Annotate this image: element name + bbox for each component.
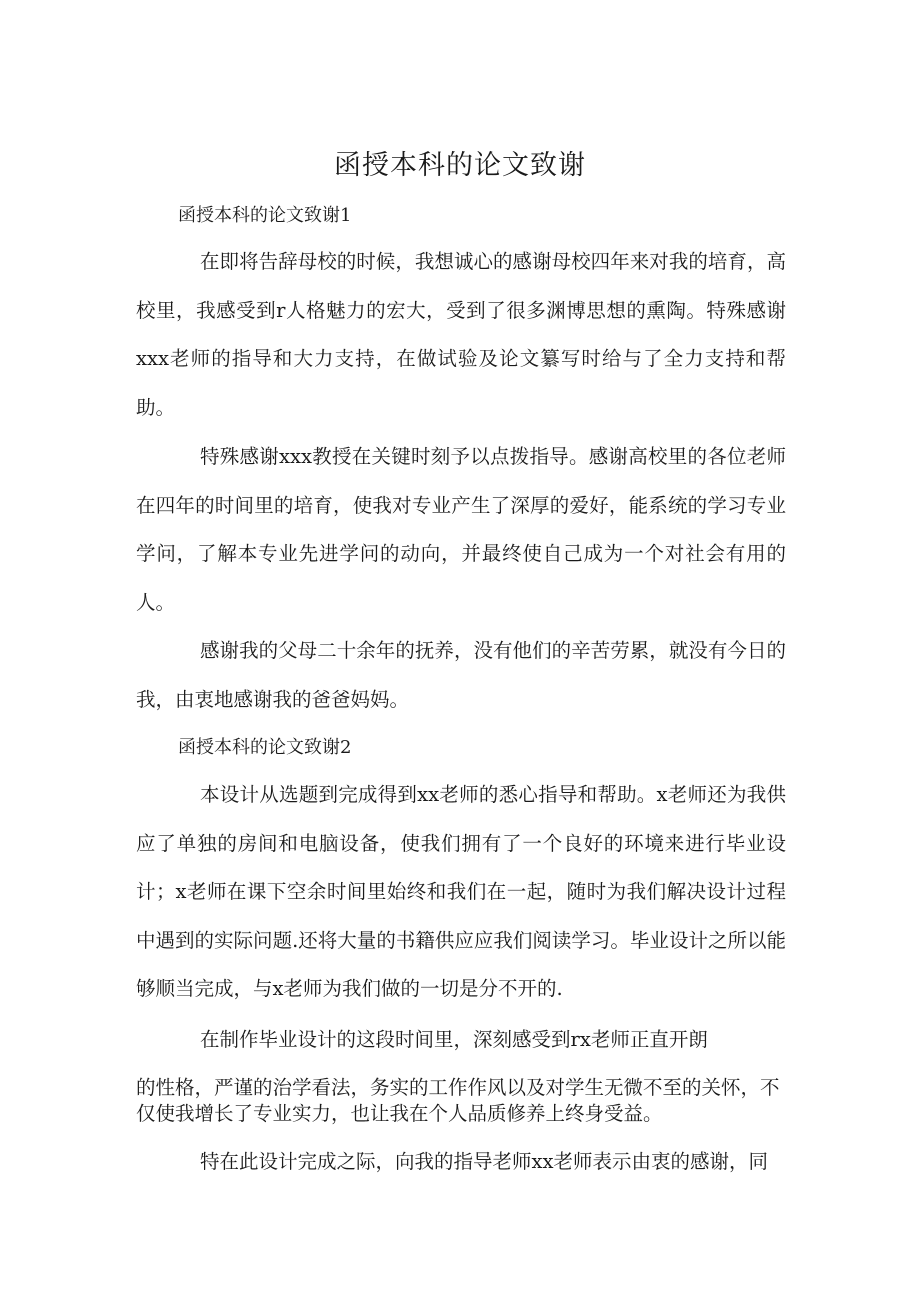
section1-paragraph-2: 特殊感谢xxx教授在关键时刻予以点拨指导。感谢高校里的各位老师在四年的时间里的培育，使我对专业产生了深厚的爱好，能系统的学习专业学问，了解本专业先进学问的动向，并最终使自己成为一个对社会有用的人。 <box>136 445 786 614</box>
section-heading-1: 函授本科的论文致谢1 <box>178 205 352 226</box>
section2-paragraph-3: 特在此设计完成之际，向我的指导老师xx老师表示由衷的感谢，同 <box>200 1150 768 1173</box>
document-title: 函授本科的论文致谢 <box>334 150 586 181</box>
section1-paragraph-3: 感谢我的父母二十余年的抚养，没有他们的辛苦劳累，就没有今日的我，由衷地感谢我的爸爸妈妈。 <box>136 639 786 711</box>
section2-paragraph-1: 本设计从选题到完成得到xx老师的悉心指导和帮助。x老师还为我供应了单独的房间和电脑设备，使我们拥有了一个良好的环境来进行毕业设计；x老师在课下空余时间里始终和我们在一起，随时为我们解决设计过程中遇到的实际问题.还将大量的书籍供应应我们阅读学习。毕业设计之所以能够顺当完成，与x老师为我们做的一切是分不开的. <box>136 783 786 1000</box>
section-heading-2: 函授本科的论文致谢2 <box>178 737 352 758</box>
section2-paragraph-2-continuation: 的性格，严谨的治学看法，务实的工作作风以及对学生无微不至的关怀，不仅使我增长了专业实力，也让我在个人品质修养上终身受益。 <box>136 1076 780 1125</box>
section2-paragraph-2-first-line: 在制作毕业设计的这段时间里，深刻感受到rx老师正直开朗 <box>200 1028 708 1051</box>
section1-paragraph-1: 在即将告辞母校的时候，我想诚心的感谢母校四年来对我的培育，高校里，我感受到r人格魅力的宏大，受到了很多渊博思想的熏陶。特殊感谢xxx老师的指导和大力支持，在做试验及论文纂写时给与了全力支持和帮助。 <box>136 250 786 419</box>
